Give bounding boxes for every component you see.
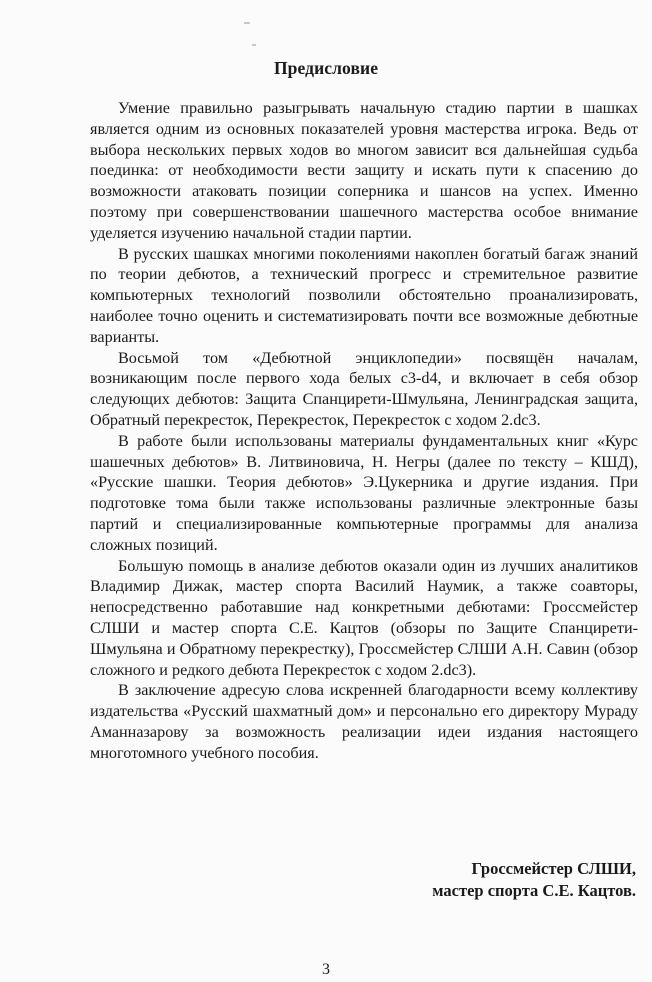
scan-speck xyxy=(252,44,256,46)
paragraph-2: В русских шашках многими поколениями накоплен богатый багаж знаний по теории дебютов, а технический прогресс и стремительное развитие компьютерных технологий позволили обстоятельно проанализировать, наиболее точно оценить и систематизировать почти все возможные дебютные варианты. xyxy=(90,244,638,346)
paragraph-1: Умение правильно разыгрывать начальную стадию партии в шашках является одним из основных показателей уровня мастерства игрока. Ведь от выбора нескольких первых ходов во многом зависит вся дальнейшая судьба поединка: от необходимости вести защиту и искать пути к спасению до возможности атаковать позиции соперника и шансов на успех. Именно поэтому при совершенствовании шашечного мастерства особое внимание уделяется изучению начальной стадии партии. xyxy=(90,99,638,242)
author-signature xyxy=(432,858,636,902)
scan-speck xyxy=(244,22,250,24)
paragraph-4: В работе были использованы материалы фундаментальных книг «Курс шашечных дебютов» В. Литвиновича, Н. Негры (далее по тексту – КШД), «Русские шашки. Теория дебютов» Э.Цукерника и другие издания. При подготовке тома были также использованы различные электронные базы партий и специализированные компьютерные программы для анализа сложных позиций. xyxy=(90,431,638,554)
signature-name-line: мастер спорта С.Е. Кацтов. xyxy=(432,881,636,900)
paragraph-5: Большую помощь в анализе дебютов оказали один из лучших аналитиков Владимир Дижак, мастер спорта Василий Наумик, а также соавторы, непосредственно работавшие над конкретными дебютами: Гроссмейстер СЛШИ и мастер спорта С.Е. Кацтов (обзоры по Защите Спанцирети-Шмульяна и Обратному перекрестку), Гроссмейстер СЛШИ А.Н. Савин (обзор сложного и редкого дебюта Перекресток с ходом 2.dc3). xyxy=(90,556,638,679)
signature-title-line: Гроссмейстер СЛШИ, xyxy=(471,859,636,878)
paragraph-3: Восьмой том «Дебютной энциклопедии» посвящён началам, возникающим после первого хода белых c3-d4, и включает в себя обзор следующих дебютов: Защита Спанцирети-Шмульяна, Ленинградская защита, Обратный перекресток, Перекресток, Перекресток с ходом 2.dc3. xyxy=(90,348,638,429)
paragraph-6: В заключение адресую слова искренней благодарности всему коллективу издательства «Русский шахматный дом» и персонально его директору Мураду Аманназарову за возможность реализации идеи издания настоящего многотомного учебного пособия. xyxy=(90,681,638,762)
page-number: 3 xyxy=(322,961,330,978)
page-title: Предисловие xyxy=(273,58,379,78)
preface-body xyxy=(90,98,638,764)
